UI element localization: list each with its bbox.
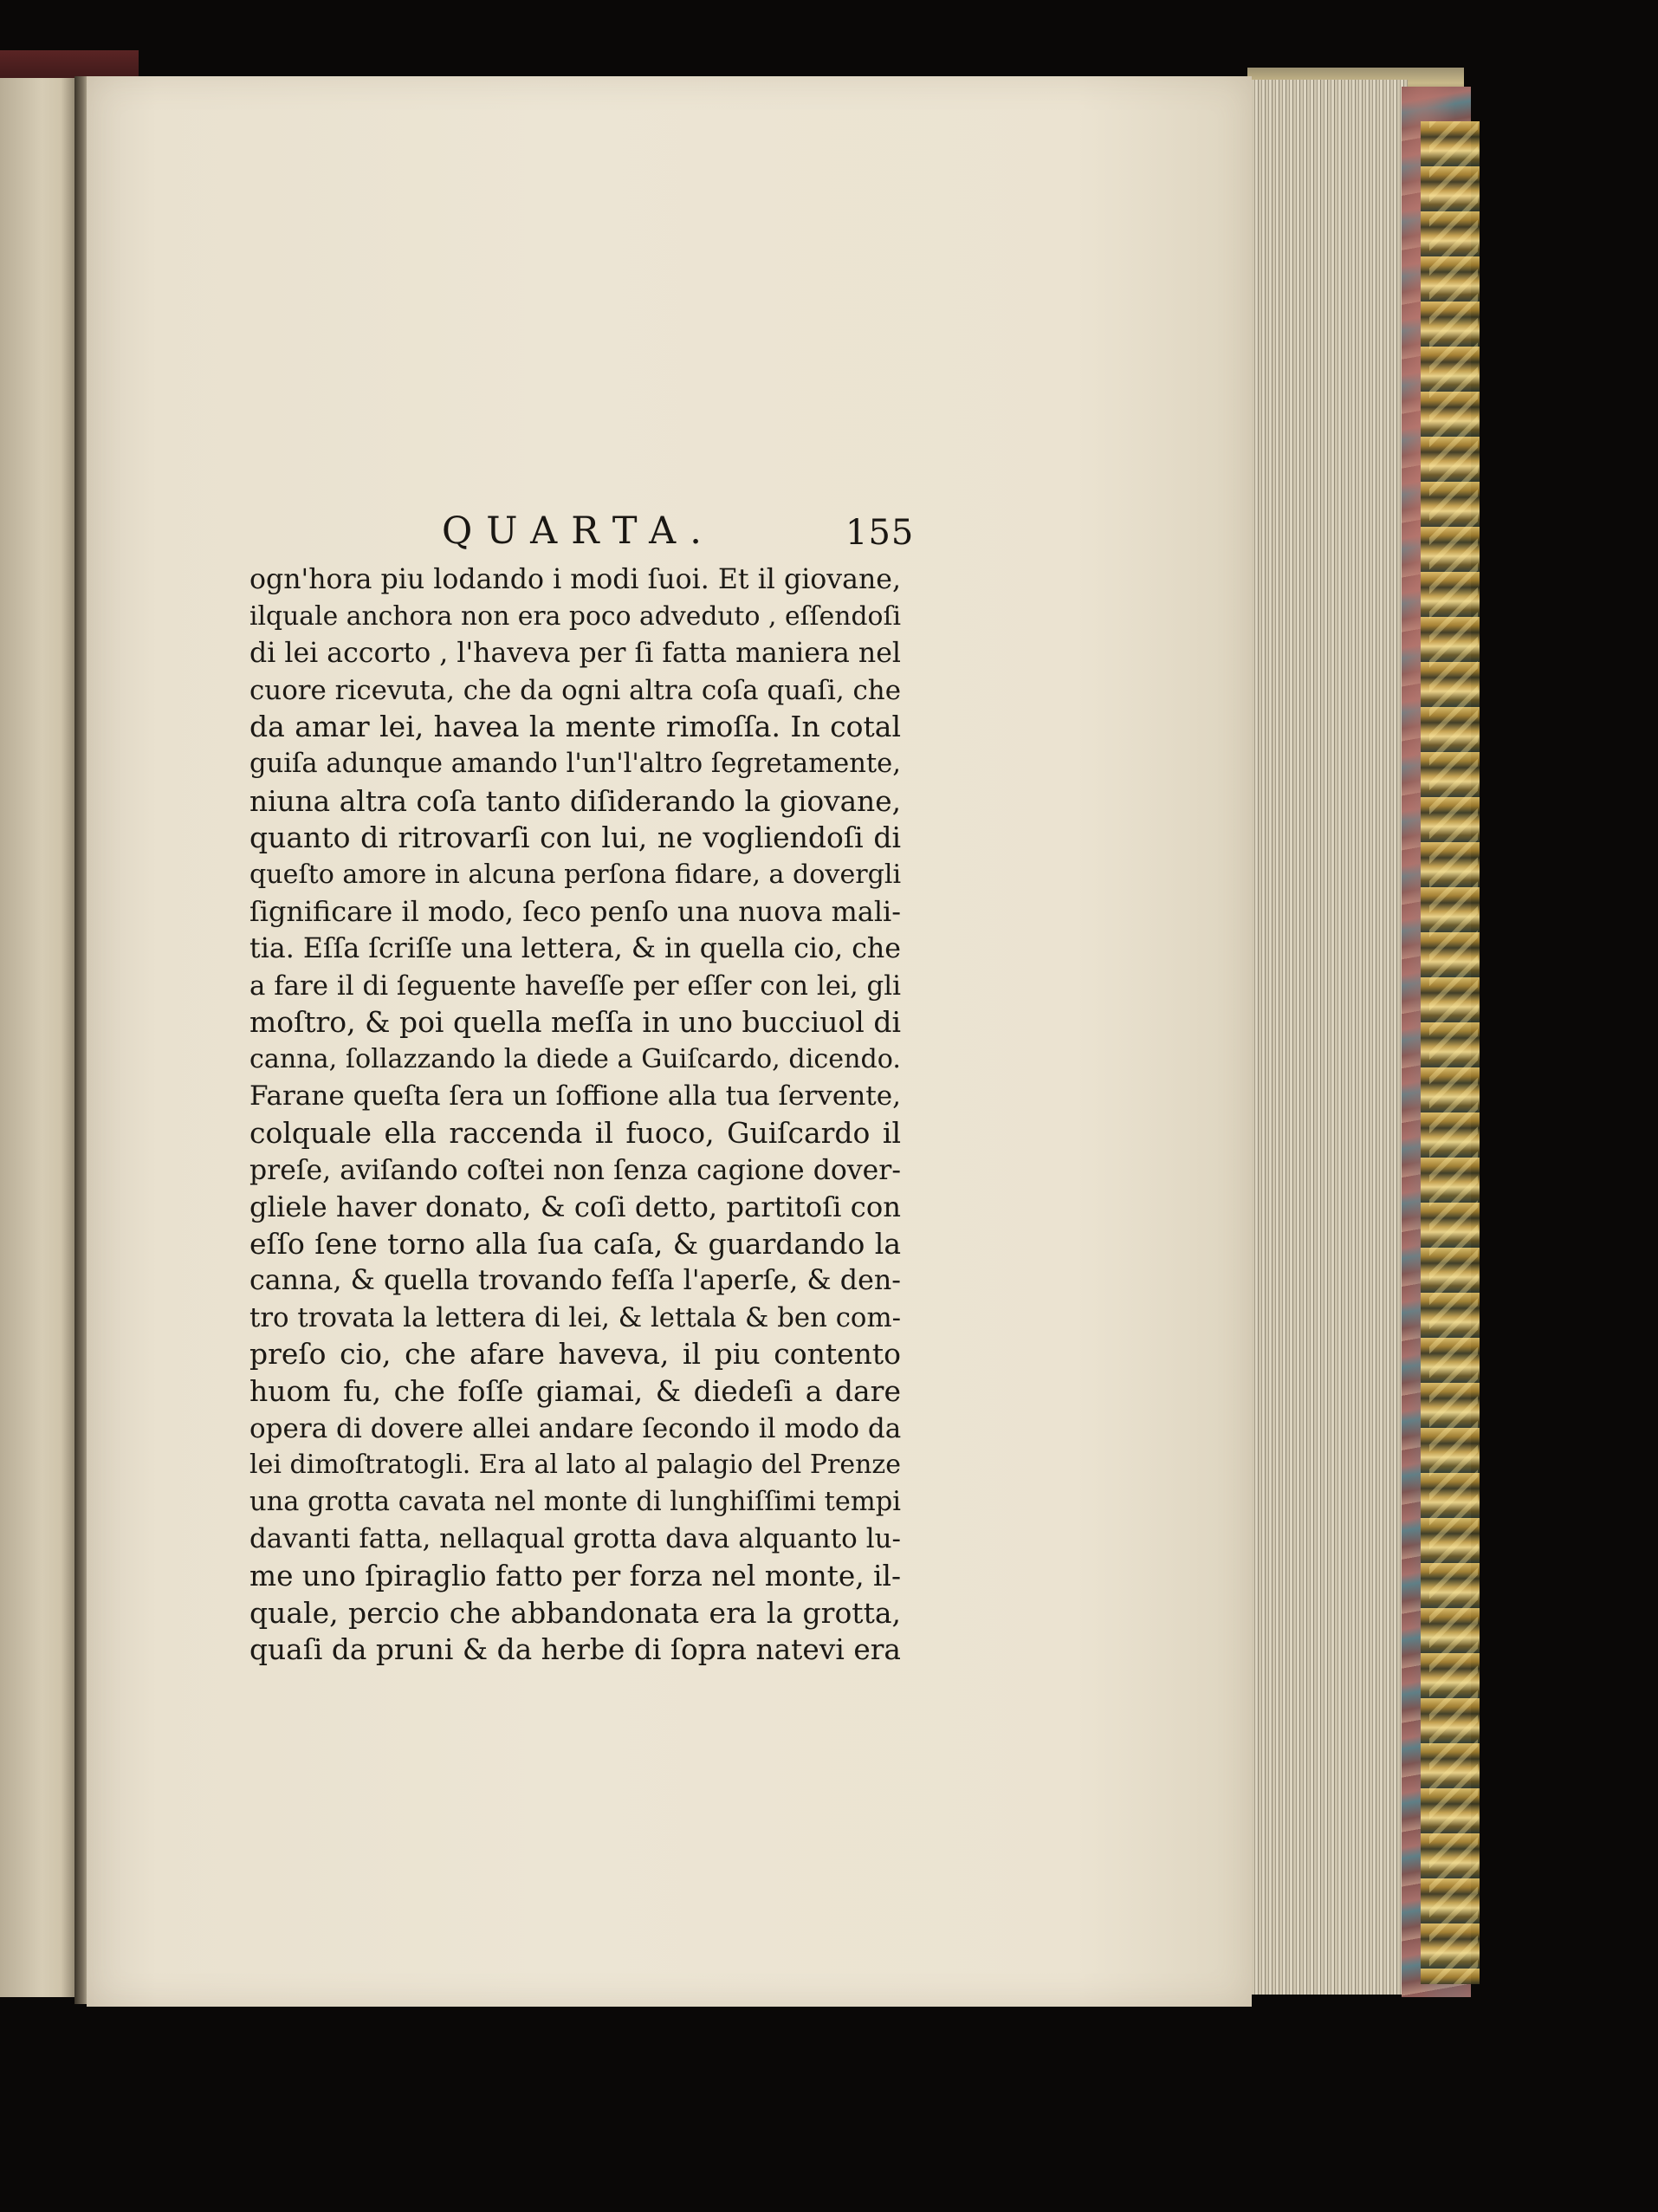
text-line: ilquale anchora non era poco adveduto , eſſendoſi: [249, 600, 901, 632]
text-line: tia. Eſſa ſcriſſe una lettera, & in quella cio, che: [249, 932, 902, 964]
text-line: guiſa adunque amando l'un'l'altro ſegretamente,: [249, 748, 901, 779]
text-line: preſo cio, che afare haveva, il piu contento: [249, 1337, 901, 1372]
spine-chevron-tooling: [1429, 121, 1478, 1984]
text-line: ogn'hora piu lodando i modi ſuoi. Et il giovane,: [249, 564, 901, 595]
text-line: cuore ricevuta, che da ogni altra coſa quaſi, che: [249, 674, 901, 706]
text-line: me uno ſpiraglio fatto per forza nel monte, il-: [249, 1560, 902, 1593]
text-line: niuna altra coſa tanto diſiderando la giovane,: [249, 784, 901, 818]
text-line: preſe, aviſando coſtei non ſenza cagione dover-: [249, 1154, 901, 1186]
left-facing-page: [0, 78, 78, 1997]
text-line: opera di dovere allei andare ſecondo il modo da: [249, 1412, 902, 1444]
text-line: moſtro, & poi quella meſſa in uno bucciuol di: [249, 1005, 901, 1040]
text-line: lei dimoſtratogli. Era al lato al palagio del Prenze: [249, 1450, 901, 1481]
text-line: a fare il di ſeguente haveſſe per eſſer con lei, gli: [249, 970, 901, 1002]
text-line: huom fu, che foſſe giamai, & diedeſi a dare: [249, 1374, 901, 1409]
page-number: 155: [845, 513, 915, 553]
text-line: gliele haver donato, & coſi detto, partitoſi con: [249, 1190, 901, 1224]
text-line: davanti fatta, nellaqual grotta dava alquanto lu-: [249, 1523, 901, 1555]
text-line: quanto di ritrovarſi con lui, ne vogliendoſi di: [249, 821, 901, 855]
text-line: quaſi da pruni & da herbe di ſopra natevi era: [249, 1633, 901, 1667]
right-page: [87, 76, 1252, 2007]
text-line: canna, ſollazzando la diede a Guiſcardo, dicendo.: [249, 1043, 901, 1074]
text-line: quale, percio che abbandonata era la grotta,: [249, 1595, 901, 1630]
text-line: una grotta cavata nel monte di lunghiſſimi tempi: [249, 1486, 901, 1517]
running-head: [87, 509, 1252, 561]
text-line: ſignificare il modo, ſeco penſo una nuova mali-: [249, 895, 901, 929]
text-line: colquale ella raccenda il fuoco, Guiſcardo il: [249, 1115, 901, 1150]
text-line: di lei accorto , l'haveva per ſi fatta maniera nel: [249, 638, 901, 670]
page-fore-edges: [1252, 80, 1408, 1995]
text-line: canna, & quella trovando feſſa l'aperſe, & den-: [249, 1265, 901, 1297]
text-line: eſſo ſene torno alla ſua caſa, & guardando la: [249, 1226, 901, 1261]
body-text: [249, 561, 901, 1669]
text-line: queſto amore in alcuna perſona fidare, a dovergli: [249, 859, 902, 890]
text-line: tro trovata la lettera di lei, & lettala & ben com-: [249, 1301, 901, 1333]
running-head-title: QUARTA.: [442, 509, 716, 553]
text-line: Farane queſta ſera un ſoffione alla tua ſervente,: [249, 1080, 901, 1112]
text-line: da amar lei, havea la mente rimoſſa. In cotal: [249, 710, 901, 744]
